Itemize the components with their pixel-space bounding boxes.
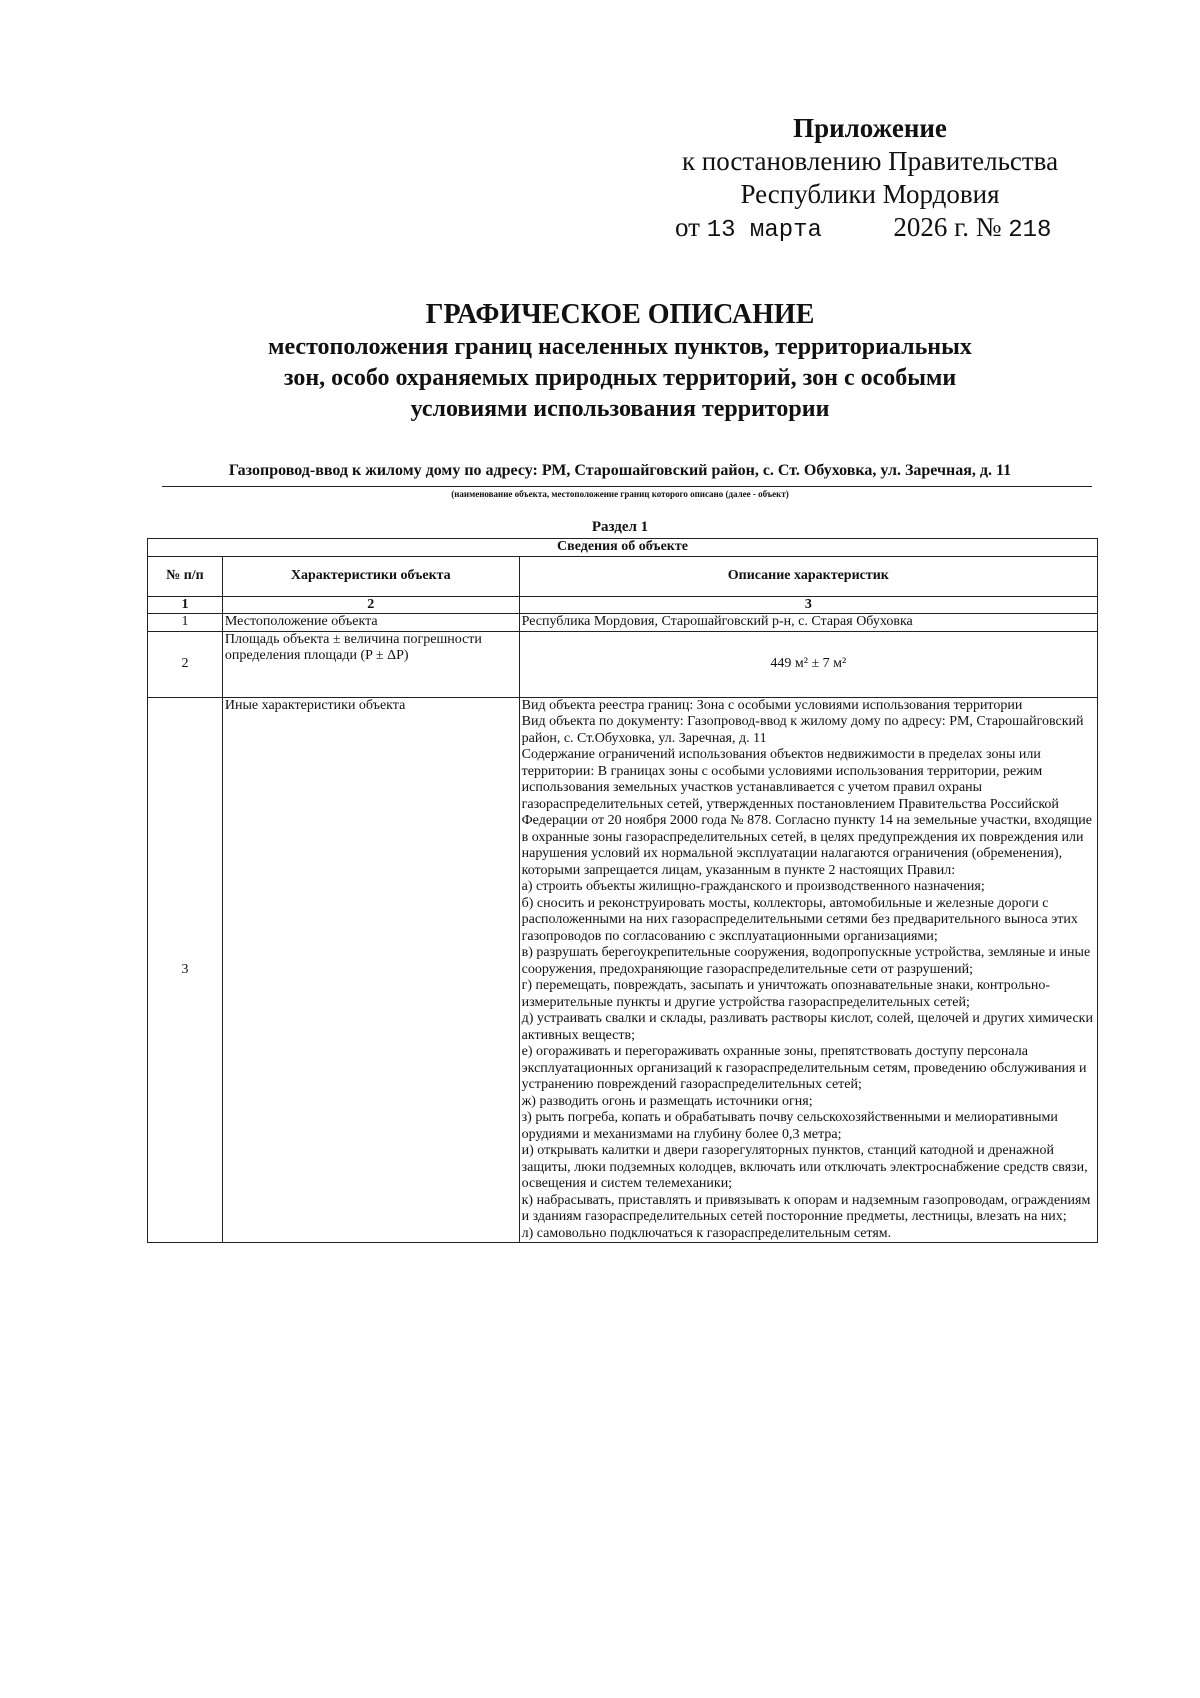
header-num: № п/п — [148, 556, 223, 596]
restriction-item: б) сносить и реконструировать мосты, коллекторы, автомобильные и железные дороги с расположенными на них газораспределительными сетями без предварительного выноса этих газопроводов по согласованию с эксплуатационными организациями; — [521, 895, 1078, 944]
restriction-item: д) устраивать свалки и склады, разливать растворы кислот, солей, щелочей и других химически активных веществ; — [521, 1011, 1093, 1043]
row-description: 449 м² ± 7 м² — [519, 631, 1097, 697]
section-label: Раздел 1 — [591, 519, 649, 535]
restriction-item: г) перемещать, повреждать, засыпать и уничтожать опознавательные знаки, контрольно-измерительные пункты и другие устройства газораспределительных сетей; — [521, 978, 1051, 1010]
title-sub-line: местоположения границ населенных пунктов, территориальных — [268, 334, 972, 360]
row-characteristic: Местоположение объекта — [222, 614, 519, 632]
table-title: Сведения об объекте — [148, 539, 1098, 557]
title-main: ГРАФИЧЕСКОЕ ОПИСАНИЕ — [425, 299, 815, 330]
col-number: 3 — [519, 596, 1097, 614]
row-characteristic: Площадь объекта ± величина погрешности определения площади (P ± ΔP) — [222, 631, 519, 697]
table-row — [148, 614, 1098, 632]
restriction-item: и) открывать калитки и двери газорегуляторных пунктов, станций катодной и дренажной защиты, люки подземных колодцев, включать или отключать электроснабжение средств связи, освещения и систем телемеханики; — [521, 1143, 1088, 1191]
col-number: 2 — [222, 596, 519, 614]
header-characteristics: Характеристики объекта — [222, 556, 519, 596]
appendix-line-1: к постановлению Правительства — [681, 146, 1059, 176]
date-prefix: от — [675, 212, 700, 242]
row-characteristic: Иные характеристики объекта — [222, 697, 519, 1243]
document-title — [140, 298, 1100, 425]
restriction-item: е) огораживать и перегораживать охранные зоны, препятствовать доступу персонала эксплуатационных организаций к газораспределительным сетям, проведению обслуживания и устранению повреждений газораспределительных сетей; — [521, 1044, 1087, 1092]
description-paragraph: Вид объекта реестра границ: Зона с особыми условиями использования территории — [521, 697, 1023, 713]
object-name-underline — [162, 486, 1092, 487]
col-number: 1 — [148, 596, 223, 614]
appendix-heading: Приложение — [793, 113, 947, 143]
date-year: 2026 г. № — [893, 212, 1002, 242]
appendix-line-2: Республики Мордовия — [740, 179, 1000, 209]
header-description: Описание характеристик — [519, 556, 1097, 596]
row-num: 1 — [148, 614, 223, 632]
description-paragraph: Содержание ограничений использования объектов недвижимости в пределах зоны или территории: В границах зоны с особыми условиями использования территории, режим использования земельных участков устанавливается с учетом правил охраны газораспределительных сетей, утвержденных постановлением Правительства Российской Федерации от 20 ноября 2000 года № 878. Согласно пункту 14 на земельные участки, входящие в охранные зоны газораспределительных сетей, в целях предупреждения их повреждения или нарушения условий их нормальной эксплуатации налагаются ограничения (обременения), которыми запрещается лицам, указанным в пункте 2 настоящих Правил: — [521, 747, 1093, 878]
row-description: Республика Мордовия, Старошайговский р-н, с. Старая Обуховка — [519, 614, 1097, 632]
restriction-item: л) самовольно подключаться к газораспределительным сетям. — [521, 1225, 892, 1241]
row-description — [519, 697, 1097, 1243]
restriction-item: к) набрасывать, приставлять и привязывать к опорам и надземным газопроводам, ограждениям и зданиям газораспределительных сетей посторонние предметы, лестницы, влезать на них; — [521, 1192, 1091, 1224]
title-sub-line: зон, особо охраняемых природных территорий, зон с особыми — [283, 365, 957, 391]
description-paragraph: Вид объекта по документу: Газопровод-ввод к жилому дому по адресу: РМ, Старошайговский район, с. Ст.Обуховка, ул. Заречная, д. 11 — [521, 714, 1084, 746]
restriction-item: а) строить объекты жилищно-гражданского и производственного назначения; — [521, 879, 985, 894]
date-day-month: 13 марта — [706, 217, 822, 244]
table-row — [148, 631, 1098, 697]
object-name: Газопровод-ввод к жилому дому по адресу: РМ, Старошайговский район, с. Ст. Обуховка, ул. Заречная, д. 11 — [228, 462, 1012, 479]
appendix-block — [640, 112, 1100, 247]
row-num: 3 — [148, 697, 223, 1243]
appendix-date-line — [640, 211, 1100, 247]
restriction-item: ж) разводить огонь и размещать источники огня; — [521, 1093, 813, 1109]
restriction-item: з) рыть погреба, копать и обрабатывать почву сельскохозяйственными и мелиоративными орудиями и механизмами на глубину более 0,3 метра; — [521, 1110, 1058, 1142]
title-sub-line: условиями использования территории — [410, 396, 830, 422]
row-num: 2 — [148, 631, 223, 697]
restriction-item: в) разрушать берегоукрепительные сооружения, водопропускные устройства, земляные и иные сооружения, предохраняющие газораспределительные сети от разрушений; — [521, 945, 1091, 977]
decree-number: 218 — [1008, 217, 1052, 244]
object-info-table — [147, 538, 1098, 1243]
table-row — [148, 697, 1098, 1243]
object-caption: (наименование объекта, местоположение границ которого описано (далее - объект) — [451, 489, 789, 499]
